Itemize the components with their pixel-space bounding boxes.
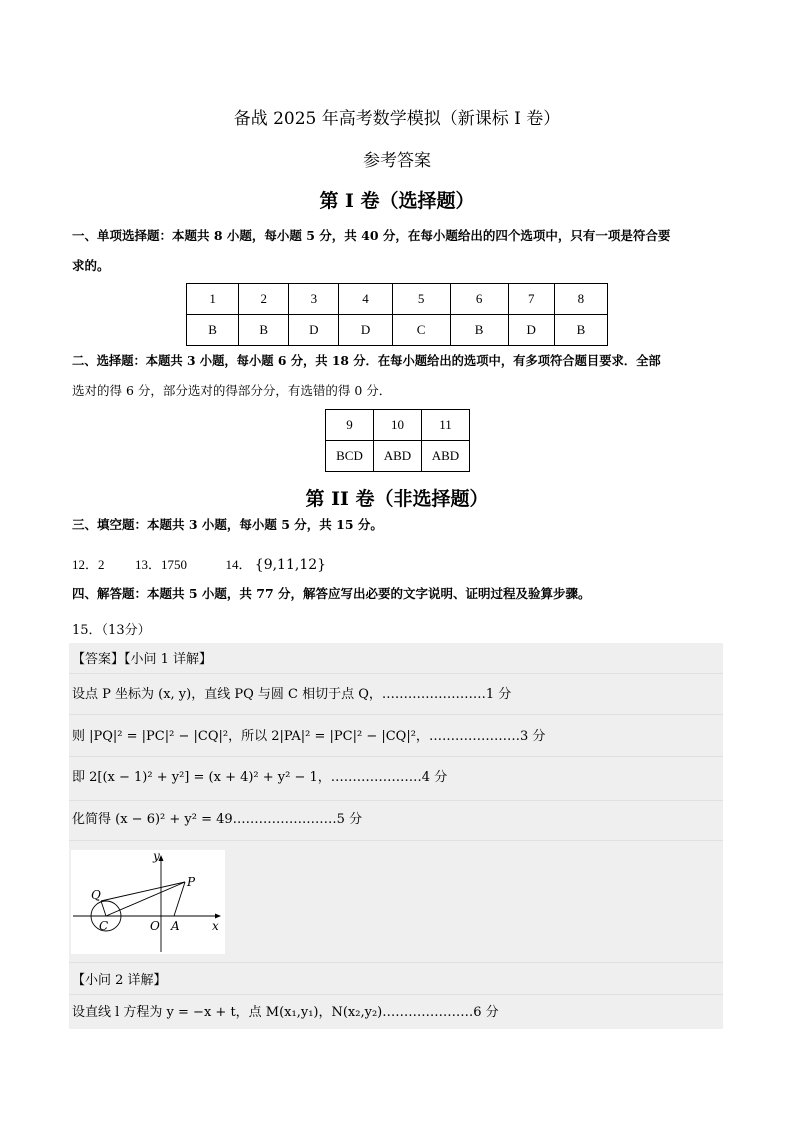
step-3: 即 2[(x − 1)² + y²] = (x + 4)² + y² − 1，…………………4 分	[72, 770, 448, 785]
section2-instruction-line1: 二、选择题：本题共 3 小题，每小题 6 分，共 18 分．在每小题给出的选项中，有多项符合题目要求．全部	[72, 353, 661, 368]
table-cell: C	[392, 315, 450, 346]
line-pq	[101, 882, 185, 901]
table-cell: 3	[289, 284, 339, 315]
section1-answer-table	[186, 283, 608, 346]
step-5-text: 设直线 l 方程为 y = −x + t，点 M(x₁,y₁)，N(x₂,y₂)	[72, 1005, 383, 1020]
step-4-text: 化简得 (x − 6)² + y² = 49	[72, 812, 233, 827]
section1-answer-row	[187, 315, 608, 346]
step-2-text: 则 |PQ|² = |PC|² − |CQ|²，所以 2|PA|² = |PC|² − |CQ|²，	[72, 729, 429, 744]
line-pa	[174, 882, 185, 916]
table-cell: 6	[450, 284, 508, 315]
section2-answer-row	[326, 441, 470, 472]
table-cell: ABD	[421, 441, 469, 472]
step-4: 化简得 (x − 6)² + y² = 49……………………5 分	[72, 812, 363, 827]
geometry-figure-svg	[71, 850, 225, 954]
part1-heading: 第 I 卷（选择题）	[319, 190, 475, 212]
table-cell: B	[554, 315, 607, 346]
section3-instruction: 三、填空题：本题共 3 小题，每小题 5 分，共 15 分。	[72, 517, 383, 532]
section1-number-row	[187, 284, 608, 315]
table-cell: D	[289, 315, 339, 346]
line-pc	[106, 882, 185, 916]
table-cell: 8	[554, 284, 607, 315]
step-3-text: 即 2[(x − 1)² + y²] = (x + 4)² + y² − 1，	[72, 770, 331, 785]
geometry-figure	[71, 850, 225, 954]
section4-instruction: 四、解答题：本题共 5 小题，共 77 分，解答应写出必要的文字说明、证明过程及验算步骤。	[72, 586, 591, 601]
table-cell: B	[239, 315, 289, 346]
section2-answer-table	[325, 409, 470, 472]
step-2: 则 |PQ|² = |PC|² − |CQ|²，所以 2|PA|² = |PC|² − |CQ|²，…………………3 分	[72, 729, 546, 744]
section2-instruction-line2: 选对的得 6 分，部分选对的得部分分，有选错的得 0 分．	[72, 383, 392, 398]
table-cell: 1	[187, 284, 239, 315]
table-cell: D	[339, 315, 392, 346]
label-p: P	[187, 875, 196, 889]
x-axis-arrow-icon	[215, 914, 221, 919]
label-a: A	[171, 919, 180, 933]
question-15-heading: 15．（13分）	[72, 623, 151, 638]
table-cell: 7	[508, 284, 554, 315]
radius-cq	[101, 901, 106, 916]
label-c: C	[99, 919, 109, 933]
part2-heading: 第 II 卷（非选择题）	[305, 488, 489, 510]
table-cell: 5	[392, 284, 450, 315]
answer-14-value: {9,11,12}	[254, 557, 327, 573]
table-cell: ABD	[373, 441, 421, 472]
table-cell: D	[508, 315, 554, 346]
step-1-text: 设点 P 坐标为 (x, y)，直线 PQ 与圆 C 相切于点 Q，	[72, 687, 382, 702]
label-q: Q	[91, 888, 101, 902]
step-3-score: 4 分	[421, 770, 448, 785]
step-2-score: 3 分	[519, 729, 546, 744]
step-1-score: 1 分	[485, 687, 512, 702]
label-x: x	[212, 919, 219, 933]
table-cell: 2	[239, 284, 289, 315]
table-cell: 11	[421, 410, 469, 441]
answer-12: 12．2	[72, 557, 105, 572]
document-subtitle: 参考答案	[363, 151, 431, 171]
label-o: O	[150, 919, 160, 933]
section1-instruction-line2: 求的。	[72, 258, 110, 273]
section1-instruction-line1: 一、单项选择题：本题共 8 小题，每小题 5 分，共 40 分，在每小题给出的四个选项中，只有一项是符合要	[72, 228, 671, 243]
step-4-score: 5 分	[336, 812, 363, 827]
section2-number-row	[326, 410, 470, 441]
label-y: y	[153, 850, 160, 863]
step-1: 设点 P 坐标为 (x, y)，直线 PQ 与圆 C 相切于点 Q，……………………1 分	[72, 687, 512, 702]
step-5: 设直线 l 方程为 y = −x + t，点 M(x₁,y₁)，N(x₂,y₂)…………………6 分	[72, 1005, 499, 1020]
answer-tag: 【答案】【小问 1 详解】	[72, 652, 213, 667]
table-cell: 9	[326, 410, 374, 441]
table-cell: BCD	[326, 441, 374, 472]
table-cell: B	[187, 315, 239, 346]
answer-13: 13．1750	[135, 557, 188, 572]
document-title: 备战 2025 年高考数学模拟（新课标 I 卷）	[233, 109, 561, 129]
table-cell: B	[450, 315, 508, 346]
table-cell: 4	[339, 284, 392, 315]
table-cell: 10	[373, 410, 421, 441]
fill-in-answers	[72, 554, 326, 573]
answer-14-label: 14．	[225, 557, 252, 572]
sub-question-2-tag: 【小问 2 详解】	[72, 973, 167, 988]
step-5-score: 6 分	[473, 1005, 499, 1020]
